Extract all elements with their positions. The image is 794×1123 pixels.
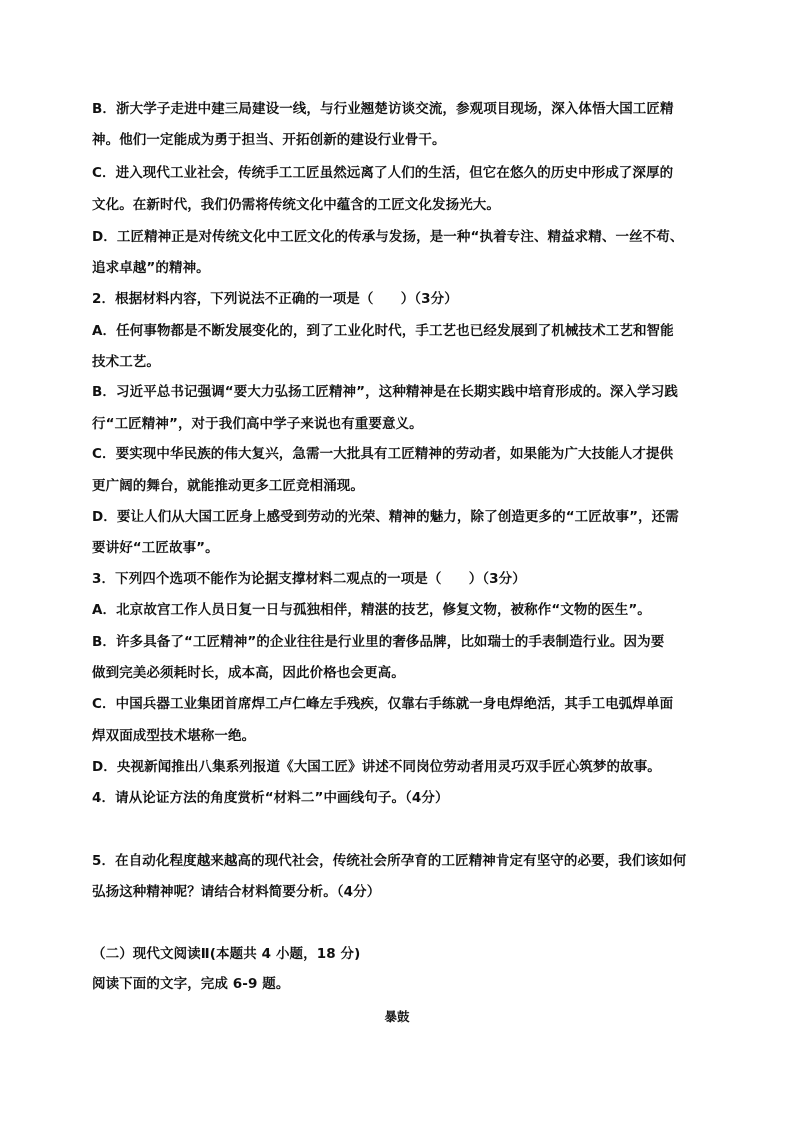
q2-option-c-line-2: 更广阔的舞台，就能推动更多工匠竞相涌现。	[92, 478, 364, 494]
q2-option-c-line-1: C．要实现中华民族的伟大复兴，急需一大批具有工匠精神的劳动者，如果能为广大技能人才提供	[92, 446, 674, 462]
q2-option-d-line-2: 要讲好“工匠故事”。	[92, 540, 219, 556]
reading-instruction: 阅读下面的文字，完成 6-9 题。	[92, 976, 290, 992]
question-5-line-2: 弘扬这种精神呢？请结合材料简要分析。（4分）	[92, 884, 381, 900]
option-c-line-2: 文化。在新时代，我们仍需将传统文化中蕴含的工匠文化发扬光大。	[92, 197, 500, 213]
question-2: 2．根据材料内容，下列说法不正确的一项是（ ）（3分）	[92, 291, 458, 307]
q2-option-a-line-1: A．任何事物都是不断发展变化的，到了工业化时代，手工艺也已经发展到了机械技术工艺和智能	[92, 323, 674, 339]
q2-option-d-line-1: D．要让人们从大国工匠身上感受到劳动的光荣、精神的魅力，除了创造更多的“工匠故事”，还需	[92, 509, 679, 525]
question-4: 4．请从论证方法的角度赏析“材料二”中画线句子。（4分）	[92, 790, 449, 806]
q3-option-a: A．北京故宫工作人员日复一日与孤独相伴，精湛的技艺，修复文物，被称作“文物的医生”。	[92, 602, 651, 618]
option-c-line-1: C．进入现代工业社会，传统手工工匠虽然远离了人们的生活，但它在悠久的历史中形成了深厚的	[92, 165, 674, 181]
q2-option-b-line-2: 行“工匠精神”，对于我们高中学子来说也有重要意义。	[92, 416, 423, 432]
question-3: 3．下列四个选项不能作为论据支撑材料二观点的一项是（ ）（3分）	[92, 571, 526, 587]
q3-option-c-line-1: C．中国兵器工业集团首席焊工卢仁峰左手残疾，仅靠右手练就一身电焊绝活，其手工电弧焊单面	[92, 696, 674, 712]
q2-option-a-line-2: 技术工艺。	[92, 354, 160, 370]
q3-option-d: D．央视新闻推出八集系列报道《大国工匠》讲述不同岗位劳动者用灵巧双手匠心筑梦的故事。	[92, 759, 661, 775]
option-b-line-2: 神。他们一定能成为勇于担当、开拓创新的建设行业骨干。	[92, 132, 446, 148]
q2-option-b-line-1: B．习近平总书记强调“要大力弘扬工匠精神”，这种精神是在长期实践中培育形成的。深入学习践	[92, 384, 678, 400]
q3-option-c-line-2: 焊双面成型技术堪称一绝。	[92, 728, 256, 744]
q3-option-b-line-2: 做到完美必须耗时长，成本高，因此价格也会更高。	[92, 665, 405, 681]
section-heading: （二）现代文阅读Ⅱ(本题共 4 小题，18 分)	[92, 946, 361, 962]
story-title: 暴鼓	[384, 1009, 410, 1024]
q3-option-b-line-1: B．许多具备了“工匠精神”的企业往往是行业里的奢侈品牌，比如瑞士的手表制造行业。因为要	[92, 634, 665, 650]
option-d-line-2: 追求卓越”的精神。	[92, 260, 210, 276]
question-5-line-1: 5．在自动化程度越来越高的现代社会，传统社会所孕育的工匠精神肯定有坚守的必要，我们该如何	[92, 853, 687, 869]
option-b-line-1: B．浙大学子走进中建三局建设一线，与行业翘楚访谈交流，参观项目现场，深入体悟大国工匠精	[92, 101, 674, 117]
option-d-line-1: D．工匠精神正是对传统文化中工匠文化的传承与发扬，是一种“执着专注、精益求精、一丝不苟、	[92, 229, 684, 245]
